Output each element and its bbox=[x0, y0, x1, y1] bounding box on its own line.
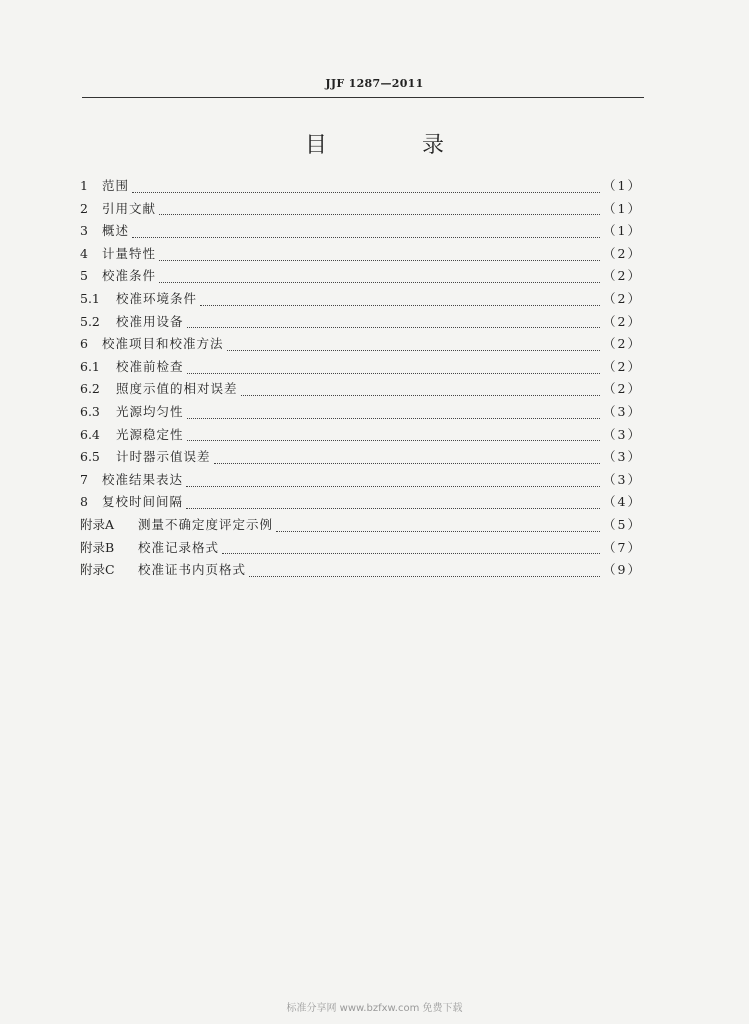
toc-entry-title: 照度示值的相对误差 bbox=[116, 381, 238, 397]
toc-entry[interactable] bbox=[80, 199, 642, 222]
toc-dot-leader bbox=[187, 317, 601, 328]
toc-entry[interactable] bbox=[80, 560, 642, 583]
toc-entry-title: 光源稳定性 bbox=[116, 426, 184, 442]
toc-entry[interactable] bbox=[80, 379, 642, 402]
standard-number: JJF 1287—2011 bbox=[325, 77, 424, 90]
toc-entry[interactable] bbox=[80, 312, 642, 335]
toc-dot-leader bbox=[187, 408, 601, 419]
toc-entry-title: 校准证书内页格式 bbox=[138, 562, 247, 578]
toc-dot-leader bbox=[132, 182, 600, 193]
toc-entry[interactable] bbox=[80, 334, 642, 357]
toc-entry-title: 校准结果表达 bbox=[102, 471, 184, 487]
toc-entry-title: 计量特性 bbox=[102, 245, 157, 261]
toc-entry-number: 2 bbox=[80, 200, 88, 216]
toc-dot-leader bbox=[186, 498, 600, 509]
toc-dot-leader bbox=[249, 566, 600, 577]
toc-entry-number: 7 bbox=[80, 471, 88, 487]
toc-entry[interactable] bbox=[80, 221, 642, 244]
toc-entry-number: 5.1 bbox=[80, 290, 100, 306]
toc-entry[interactable] bbox=[80, 289, 642, 312]
toc-entry-page: （2） bbox=[603, 245, 642, 261]
toc-entry-number: 8 bbox=[80, 494, 88, 510]
toc-entry[interactable] bbox=[80, 266, 642, 289]
page-title: 目 录 bbox=[305, 133, 488, 158]
toc-dot-leader bbox=[187, 430, 601, 441]
toc-entry-title: 校准前检查 bbox=[116, 358, 184, 374]
toc-entry[interactable] bbox=[80, 402, 642, 425]
toc-entry-page: （1） bbox=[603, 223, 642, 239]
toc-entry-title: 测量不确定度评定示例 bbox=[138, 516, 274, 532]
toc-entry[interactable] bbox=[80, 425, 642, 448]
toc-entry[interactable] bbox=[80, 538, 642, 561]
toc-entry[interactable] bbox=[80, 357, 642, 380]
toc-dot-leader bbox=[159, 204, 600, 215]
toc-dot-leader bbox=[227, 340, 601, 351]
toc-entry-page: （2） bbox=[603, 268, 642, 284]
toc-entry-title: 校准环境条件 bbox=[116, 290, 198, 306]
toc-entry-page: （3） bbox=[603, 471, 642, 487]
toc-entry-title: 范围 bbox=[102, 178, 130, 193]
toc-entry-number: 5.2 bbox=[80, 313, 100, 329]
toc-entry-number: 5 bbox=[80, 268, 88, 284]
toc-entry[interactable] bbox=[80, 447, 642, 470]
toc-entry-title: 引用文献 bbox=[102, 200, 157, 216]
toc-entry-number: 6.4 bbox=[80, 426, 100, 442]
table-of-contents bbox=[80, 176, 642, 583]
toc-entry-number: 1 bbox=[80, 178, 88, 193]
toc-entry-title: 校准记录格式 bbox=[138, 539, 220, 555]
toc-entry[interactable] bbox=[80, 176, 642, 199]
toc-entry-page: （9） bbox=[603, 562, 642, 578]
footer-watermark: 标准分享网 www.bzfxw.com 免费下载 bbox=[286, 1003, 463, 1014]
toc-entry-title: 复校时间间隔 bbox=[102, 494, 184, 510]
toc-entry-title: 校准用设备 bbox=[116, 313, 184, 329]
toc-entry-page: （1） bbox=[603, 178, 642, 193]
toc-dot-leader bbox=[214, 453, 601, 464]
toc-entry-page: （2） bbox=[603, 336, 642, 352]
toc-entry-page: （2） bbox=[603, 358, 642, 374]
toc-dot-leader bbox=[187, 363, 601, 374]
toc-entry-number: 6 bbox=[80, 336, 88, 352]
toc-entry-title: 光源均匀性 bbox=[116, 403, 184, 419]
toc-entry-number: 6.5 bbox=[80, 449, 100, 465]
toc-entry-page: （3） bbox=[603, 426, 642, 442]
toc-entry-number: 附录B bbox=[80, 539, 115, 555]
toc-dot-leader bbox=[276, 521, 600, 532]
toc-entry-number: 4 bbox=[80, 245, 88, 261]
toc-entry-page: （3） bbox=[603, 449, 642, 465]
toc-entry-page: （7） bbox=[603, 539, 642, 555]
toc-dot-leader bbox=[241, 385, 601, 396]
toc-entry-page: （3） bbox=[603, 403, 642, 419]
toc-dot-leader bbox=[132, 227, 600, 238]
toc-entry[interactable] bbox=[80, 244, 642, 267]
toc-entry-title: 概述 bbox=[102, 223, 130, 239]
toc-entry-page: （2） bbox=[603, 313, 642, 329]
toc-dot-leader bbox=[186, 476, 600, 487]
toc-dot-leader bbox=[222, 543, 600, 554]
toc-entry-title: 计时器示值误差 bbox=[116, 449, 211, 465]
toc-entry-number: 附录C bbox=[80, 562, 115, 578]
toc-dot-leader bbox=[200, 295, 600, 306]
toc-entry-title: 校准项目和校准方法 bbox=[102, 336, 224, 352]
toc-dot-leader bbox=[159, 250, 600, 261]
toc-entry-number: 6.2 bbox=[80, 381, 100, 397]
header-rule bbox=[82, 97, 644, 98]
toc-entry[interactable] bbox=[80, 492, 642, 515]
toc-entry-page: （4） bbox=[603, 494, 642, 510]
toc-entry-title: 校准条件 bbox=[102, 268, 157, 284]
toc-entry-page: （2） bbox=[603, 290, 642, 306]
toc-entry-number: 6.1 bbox=[80, 358, 100, 374]
toc-entry-page: （5） bbox=[603, 516, 642, 532]
toc-entry-page: （2） bbox=[603, 381, 642, 397]
toc-entry[interactable] bbox=[80, 515, 642, 538]
toc-entry-page: （1） bbox=[603, 200, 642, 216]
toc-entry[interactable] bbox=[80, 470, 642, 493]
toc-entry-number: 6.3 bbox=[80, 403, 100, 419]
toc-dot-leader bbox=[159, 272, 600, 283]
toc-entry-number: 附录A bbox=[80, 516, 115, 532]
toc-entry-number: 3 bbox=[80, 223, 88, 239]
